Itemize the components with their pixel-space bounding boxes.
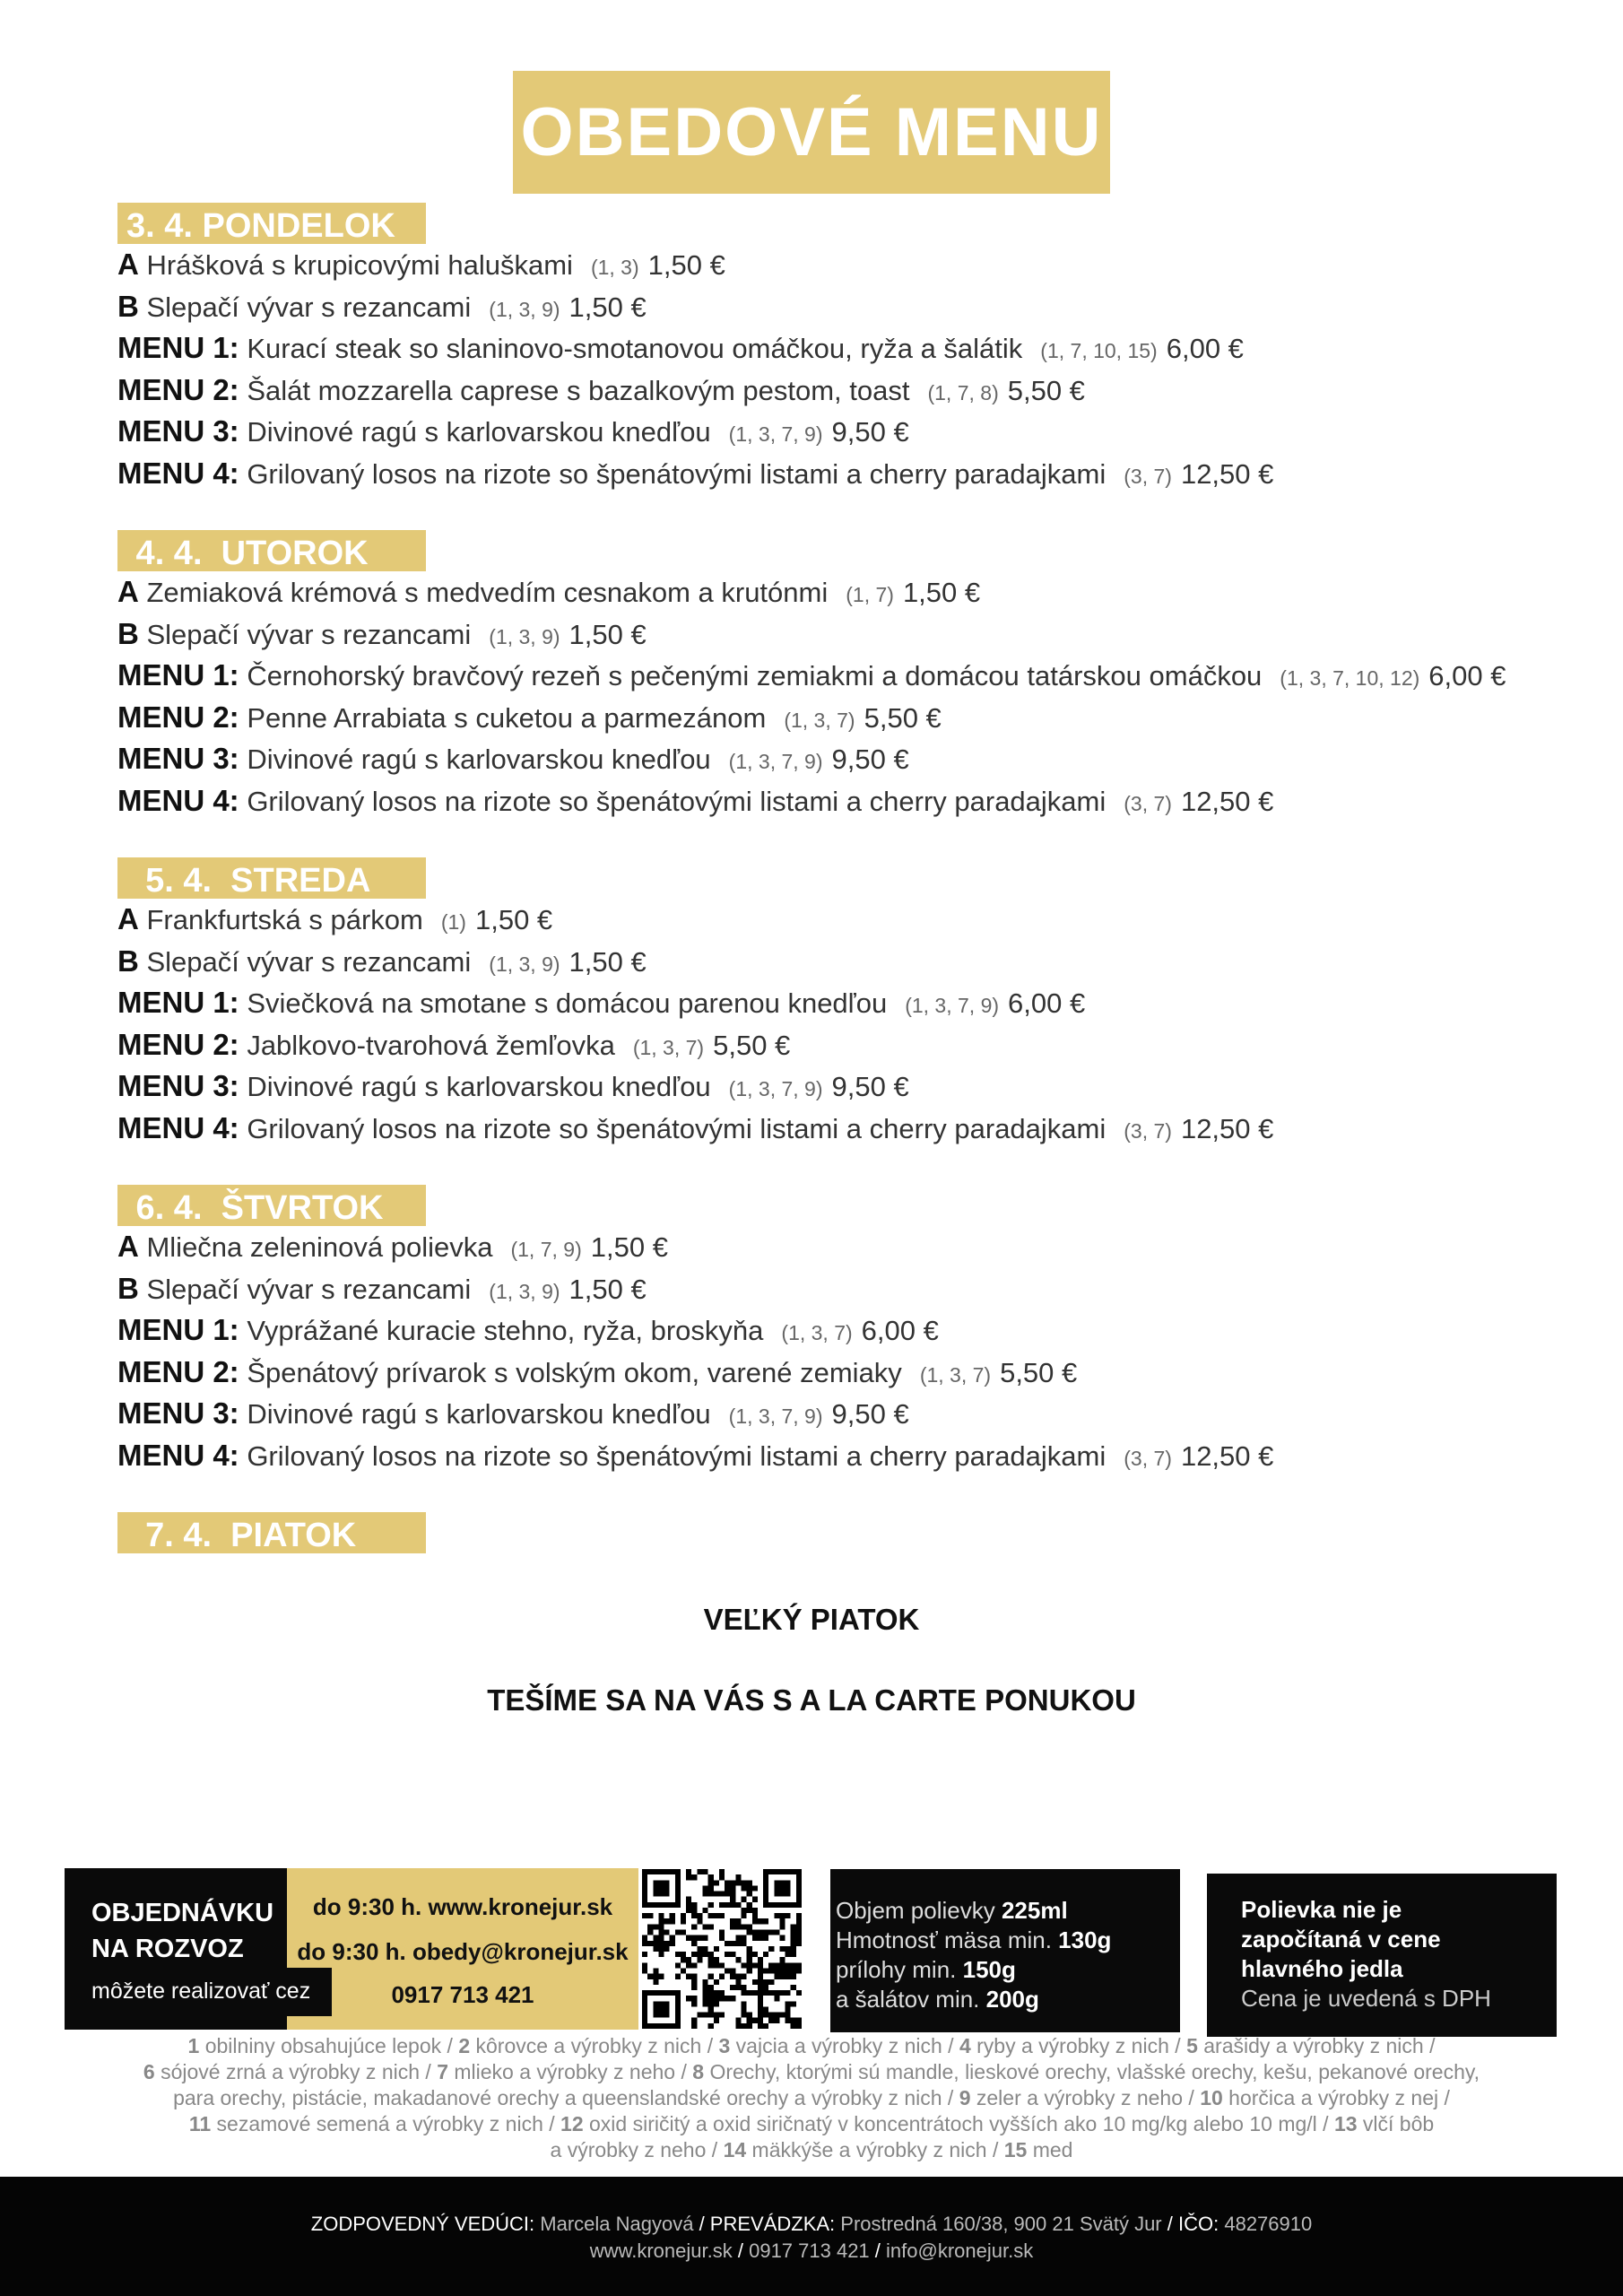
menu-item-allergens: (1, 3, 7) bbox=[784, 708, 855, 732]
menu-item-name: Divinové ragú s karlovarskou knedľou bbox=[247, 744, 711, 776]
premises-label: PREVÁDZKA: bbox=[709, 2213, 836, 2235]
allergen-number: 3 bbox=[718, 2034, 731, 2057]
menu-item-code: B bbox=[117, 944, 139, 978]
manager-label: ZODPOVEDNÝ VEDÚCI: bbox=[310, 2213, 535, 2235]
menu-item-price: 1,50 € bbox=[568, 945, 647, 978]
friday-note-alacarte: TEŠÍME SA NA VÁS S A LA CARTE PONUKOU bbox=[487, 1683, 1136, 1717]
menu-item bbox=[117, 1393, 1570, 1435]
menu-item-allergens: (3, 7) bbox=[1124, 464, 1172, 488]
allergen-text: sezamové semená a výrobky z nich / bbox=[211, 2112, 561, 2135]
menu-item-allergens: (1, 3, 9) bbox=[489, 1279, 560, 1303]
menu-item-name: Frankfurtská s párkom bbox=[146, 904, 423, 935]
footer-separator: / bbox=[1161, 2213, 1178, 2235]
order-web-link[interactable]: do 9:30 h. www.kronejur.sk bbox=[312, 1893, 613, 1920]
menu-item bbox=[117, 286, 1570, 328]
soup-volume-label: Objem polievky bbox=[836, 1897, 995, 1924]
day-label: 6. 4. ŠTVRTOK bbox=[117, 1185, 426, 1226]
menu-item-price: 12,50 € bbox=[1180, 1439, 1274, 1472]
day-section bbox=[117, 1185, 1570, 1477]
menu-item-allergens: (1, 7, 10, 15) bbox=[1040, 339, 1158, 363]
qr-code[interactable] bbox=[642, 1869, 802, 2029]
menu-item-allergens: (1, 3, 7) bbox=[632, 1035, 705, 1059]
menu-item bbox=[117, 370, 1570, 412]
menu-item bbox=[117, 411, 1570, 453]
menu-item-allergens: (1, 3, 9) bbox=[489, 297, 560, 321]
menu-item-name: Slepačí vývar s rezancami bbox=[146, 291, 472, 323]
menu-item-name: Mliečna zeleninová polievka bbox=[146, 1231, 493, 1263]
menu-item-price: 1,50 € bbox=[902, 577, 981, 608]
note-line4: Cena je uvedená s DPH bbox=[1241, 1985, 1491, 2012]
allergen-number: 13 bbox=[1333, 2112, 1358, 2135]
menu-item-code: MENU 3: bbox=[117, 1396, 239, 1431]
menu-item bbox=[117, 982, 1570, 1024]
menu-item-price: 1,50 € bbox=[568, 291, 647, 323]
menu-item-price: 1,50 € bbox=[590, 1231, 668, 1263]
menu-item-allergens: (3, 7) bbox=[1124, 1446, 1172, 1470]
menu-item-allergens: (1, 3, 7) bbox=[919, 1362, 992, 1387]
menu-item-code: MENU 1: bbox=[117, 986, 239, 1020]
footer-bar bbox=[0, 2177, 1623, 2296]
order-subtitle: môžete realizovať cez bbox=[65, 1968, 332, 2016]
menu-item-allergens: (1, 7, 9) bbox=[510, 1238, 582, 1261]
menu-item bbox=[117, 738, 1570, 780]
allergen-text: horčica a výrobky z nej / bbox=[1222, 2086, 1450, 2109]
note-line2: započítaná v cene bbox=[1241, 1926, 1441, 1952]
ico-value: 48276910 bbox=[1224, 2213, 1313, 2235]
allergen-number: 1 bbox=[187, 2034, 200, 2057]
menu-item-allergens: (1, 3) bbox=[590, 256, 639, 279]
menu-item-name: Grilovaný losos na rizote so špenátovými listami a cherry paradajkami bbox=[247, 457, 1107, 490]
menu-item-allergens: (1, 3, 7, 9) bbox=[728, 1077, 823, 1101]
meat-weight-value: 130g bbox=[1058, 1926, 1112, 1953]
menu-item-price: 1,50 € bbox=[647, 249, 725, 281]
menu-item-code: A bbox=[117, 1230, 139, 1263]
menu-item-price: 9,50 € bbox=[831, 1071, 909, 1103]
side-weight-value: 150g bbox=[962, 1956, 1016, 1983]
menu-item-allergens: (1, 3, 7, 9) bbox=[728, 422, 823, 447]
menu-item-name: Zemiaková krémová s medvedím cesnakom a krutónmi bbox=[146, 577, 829, 608]
menu-item-code: MENU 1: bbox=[117, 1313, 239, 1347]
menu-item-code: MENU 3: bbox=[117, 1069, 239, 1103]
menu-item-code: B bbox=[117, 1271, 139, 1305]
allergen-text: para orechy, pistácie, makadanové orechy a queenslandské orechy a výrobky z nich / bbox=[173, 2086, 959, 2109]
menu-item bbox=[117, 613, 1570, 656]
menu-item-name: Divinové ragú s karlovarskou knedľou bbox=[247, 1071, 711, 1103]
allergen-text: a výrobky z neho / bbox=[550, 2138, 724, 2161]
menu-item bbox=[117, 1268, 1570, 1310]
menu-item bbox=[117, 327, 1570, 370]
menu-item-price: 12,50 € bbox=[1180, 1112, 1274, 1144]
menu-item-price: 9,50 € bbox=[831, 1398, 909, 1431]
menu-item bbox=[117, 941, 1570, 983]
allergen-line bbox=[54, 2033, 1569, 2059]
menu-item-allergens: (1, 3, 7, 9) bbox=[728, 750, 823, 774]
menu-item-code: MENU 2: bbox=[117, 700, 239, 734]
menu-item bbox=[117, 1226, 1570, 1268]
menu-item-name: Kurací steak so slaninovo-smotanovou omáčkou, ryža a šalátik bbox=[247, 333, 1023, 365]
allergen-number: 15 bbox=[1003, 2138, 1028, 2161]
allergen-number: 2 bbox=[458, 2034, 471, 2057]
menu-item bbox=[117, 453, 1570, 495]
menu-item-code: MENU 1: bbox=[117, 331, 239, 365]
allergen-text: med bbox=[1027, 2138, 1073, 2161]
allergen-text: vlčí bôb bbox=[1357, 2112, 1435, 2135]
menu-item-allergens: (1, 7, 8) bbox=[927, 380, 999, 404]
allergen-text: kôrovce a výrobky z nich / bbox=[470, 2034, 719, 2057]
menu-item-name: Grilovaný losos na rizote so špenátovými listami a cherry paradajkami bbox=[247, 785, 1107, 817]
allergen-number: 10 bbox=[1200, 2086, 1223, 2109]
allergen-text: oxid siričitý a oxid siričnatý v koncentrátoch vyšších ako 10 mg/kg alebo 10 mg/l / bbox=[583, 2112, 1334, 2135]
allergen-number: 4 bbox=[959, 2034, 971, 2057]
day-section bbox=[117, 857, 1570, 1150]
menu-item bbox=[117, 655, 1570, 697]
footer-email-link[interactable]: info@kronejur.sk bbox=[886, 2239, 1034, 2262]
note-line3: hlavného jedla bbox=[1241, 1955, 1403, 1982]
menu-item bbox=[117, 1065, 1570, 1108]
allergen-text: vajcia a výrobky z nich / bbox=[730, 2034, 959, 2057]
menu-item-code: A bbox=[117, 248, 139, 281]
menu-item-code: MENU 4: bbox=[117, 1438, 239, 1472]
menu-item-code: MENU 4: bbox=[117, 783, 239, 817]
side-weight-label: prílohy min. bbox=[836, 1956, 957, 1983]
menu-item-name: Sviečková na smotane s domácou parenou knedľou bbox=[247, 987, 888, 1020]
menu-item-code: MENU 4: bbox=[117, 456, 239, 490]
menu-item-price: 5,50 € bbox=[1007, 374, 1085, 406]
menu-item-code: B bbox=[117, 616, 139, 650]
menu-item bbox=[117, 571, 1570, 613]
allergen-text: mäkkýše a výrobky z nich / bbox=[746, 2138, 1004, 2161]
day-label: 4. 4. UTOROK bbox=[117, 530, 426, 571]
menu-item-price: 12,50 € bbox=[1180, 457, 1274, 490]
premises-address: Prostredná 160/38, 900 21 Svätý Jur bbox=[840, 2213, 1162, 2235]
day-label: 7. 4. PIATOK bbox=[117, 1512, 426, 1553]
allergen-line bbox=[54, 2137, 1569, 2163]
allergen-legend bbox=[54, 2033, 1569, 2163]
footer-separator: / bbox=[869, 2239, 887, 2262]
note-line1: Polievka nie je bbox=[1241, 1896, 1402, 1923]
allergen-number: 14 bbox=[723, 2138, 747, 2161]
allergen-line bbox=[54, 2085, 1569, 2111]
menu-item-code: MENU 2: bbox=[117, 1354, 239, 1388]
menu-item-name: Slepačí vývar s rezancami bbox=[146, 618, 472, 650]
menu-item-name: Divinové ragú s karlovarskou knedľou bbox=[247, 416, 711, 448]
allergen-text: obilniny obsahujúce lepok / bbox=[199, 2034, 459, 2057]
footer-separator: / bbox=[693, 2213, 710, 2235]
menu-item-price: 9,50 € bbox=[831, 744, 909, 776]
day-label: 3. 4. PONDELOK bbox=[117, 203, 426, 244]
order-line1: OBJEDNÁVKU bbox=[91, 1899, 274, 1927]
menu-item-code: MENU 4: bbox=[117, 1110, 239, 1144]
menu-item bbox=[117, 1352, 1570, 1394]
menu-item-name: Šalát mozzarella caprese s bazalkovým pestom, toast bbox=[247, 374, 910, 406]
order-contacts-box bbox=[287, 1868, 638, 2030]
menu-item-price: 1,50 € bbox=[568, 618, 647, 650]
page-title: OBEDOVÉ MENU bbox=[520, 94, 1103, 170]
menu-item-code: MENU 3: bbox=[117, 742, 239, 776]
day-section bbox=[117, 1512, 1570, 1553]
menu-item-name: Hrášková s krupicovými haluškami bbox=[146, 249, 573, 281]
footer-web-link[interactable]: www.kronejur.sk bbox=[589, 2239, 733, 2262]
menu-item-allergens: (1) bbox=[440, 910, 466, 934]
menu-item bbox=[117, 1435, 1570, 1477]
menu-item-price: 6,00 € bbox=[1166, 333, 1244, 365]
allergen-number: 8 bbox=[692, 2060, 705, 2083]
allergen-number: 5 bbox=[1186, 2034, 1198, 2057]
day-section bbox=[117, 530, 1570, 822]
menu-item-price: 1,50 € bbox=[568, 1273, 647, 1305]
allergen-number: 11 bbox=[188, 2112, 212, 2135]
menu-item-price: 9,50 € bbox=[831, 416, 909, 448]
allergen-text: sójové zrná a výrobky z nich / bbox=[154, 2060, 438, 2083]
menu-item-price: 5,50 € bbox=[1000, 1356, 1078, 1388]
menu-item bbox=[117, 1108, 1570, 1150]
allergen-number: 12 bbox=[560, 2112, 584, 2135]
menu-item-name: Slepačí vývar s rezancami bbox=[146, 945, 472, 978]
menu-item-code: A bbox=[117, 575, 139, 608]
soup-volume-value: 225ml bbox=[1001, 1897, 1068, 1924]
menu-item-code: B bbox=[117, 289, 139, 323]
menu-item-price: 1,50 € bbox=[474, 904, 553, 935]
menu-item-name: Grilovaný losos na rizote so špenátovými listami a cherry paradajkami bbox=[247, 1112, 1107, 1144]
menu-item-name: Divinové ragú s karlovarskou knedľou bbox=[247, 1398, 711, 1431]
menu-item-price: 6,00 € bbox=[1428, 660, 1506, 692]
day-label: 5. 4. STREDA bbox=[117, 857, 426, 899]
menu-item bbox=[117, 697, 1570, 739]
menu-item-price: 6,00 € bbox=[861, 1315, 939, 1347]
menu-item-code: A bbox=[117, 902, 139, 935]
menu-item-allergens: (1, 3, 9) bbox=[489, 624, 560, 648]
menu-item-allergens: (3, 7) bbox=[1124, 1118, 1172, 1143]
order-line2: NA ROZVOZ bbox=[91, 1935, 244, 1963]
menu-item-name: Slepačí vývar s rezancami bbox=[146, 1273, 472, 1305]
menu-item-name: Grilovaný losos na rizote so špenátovými listami a cherry paradajkami bbox=[247, 1439, 1107, 1472]
menu-item-code: MENU 2: bbox=[117, 372, 239, 406]
manager-name: Marcela Nagyová bbox=[540, 2213, 694, 2235]
allergen-number: 6 bbox=[143, 2060, 155, 2083]
menu-item-allergens: (1, 3, 7, 9) bbox=[905, 994, 1000, 1018]
menu-item-name: Černohorský bravčový rezeň s pečenými zemiakmi a domácou tatárskou omáčkou bbox=[247, 660, 1263, 692]
order-email-link[interactable]: do 9:30 h. obedy@kronejur.sk bbox=[297, 1938, 629, 1965]
menu-item bbox=[117, 1309, 1570, 1352]
portion-weights-box bbox=[830, 1869, 1180, 2032]
allergen-text: arašidy a výrobky z nich / bbox=[1197, 2034, 1436, 2057]
ico-label: IČO: bbox=[1177, 2213, 1219, 2235]
menu-item bbox=[117, 780, 1570, 822]
menu-item bbox=[117, 244, 1570, 286]
allergen-text: mlieko a výrobky z neho / bbox=[447, 2060, 693, 2083]
menu-item-allergens: (1, 3, 7, 9) bbox=[728, 1405, 823, 1429]
meat-weight-label: Hmotnosť mäsa min. bbox=[836, 1926, 1052, 1953]
price-note-box bbox=[1207, 1874, 1557, 2037]
menu-item bbox=[117, 1024, 1570, 1066]
friday-note: VEĽKÝ PIATOK bbox=[703, 1603, 920, 1636]
menu-item-allergens: (1, 3, 7) bbox=[781, 1321, 853, 1345]
allergen-number: 9 bbox=[959, 2086, 971, 2109]
allergen-text: ryby a výrobky z nich / bbox=[970, 2034, 1187, 2057]
menu-item-allergens: (3, 7) bbox=[1124, 791, 1172, 815]
salad-weight-value: 200g bbox=[985, 1986, 1039, 2013]
menu-item-name: Špenátový prívarok s volským okom, varené zemiaky bbox=[247, 1356, 902, 1388]
menu-item-name: Jablkovo-tvarohová žemľovka bbox=[247, 1029, 615, 1061]
allergen-line bbox=[54, 2059, 1569, 2085]
menu-item-price: 5,50 € bbox=[713, 1029, 791, 1061]
allergen-number: 7 bbox=[437, 2060, 448, 2083]
day-section bbox=[117, 203, 1570, 495]
menu-item-price: 12,50 € bbox=[1180, 785, 1274, 817]
menu-item-name: Vyprážané kuracie stehno, ryža, broskyňa bbox=[247, 1315, 764, 1347]
menu-item-code: MENU 2: bbox=[117, 1027, 239, 1061]
order-phone[interactable]: 0917 713 421 bbox=[391, 1981, 534, 2008]
menu-item-allergens: (1, 7) bbox=[846, 583, 894, 606]
salad-weight-label: a šalátov min. bbox=[836, 1986, 980, 2013]
footer-phone[interactable]: 0917 713 421 bbox=[749, 2239, 870, 2262]
allergen-line bbox=[54, 2111, 1569, 2137]
menu-item-name: Penne Arrabiata s cuketou a parmezánom bbox=[247, 701, 767, 734]
allergen-text: zeler a výrobky z neho / bbox=[970, 2086, 1201, 2109]
allergen-text: Orechy, ktorými sú mandle, lieskové orechy, vlašské orechy, kešu, pekanové orechy, bbox=[704, 2060, 1480, 2083]
menu-item-allergens: (1, 3, 9) bbox=[489, 952, 560, 976]
menu-item-price: 6,00 € bbox=[1008, 987, 1086, 1020]
menu-item-code: MENU 3: bbox=[117, 414, 239, 448]
menu-item-code: MENU 1: bbox=[117, 658, 239, 692]
footer-separator: / bbox=[732, 2239, 750, 2262]
menu-item-allergens: (1, 3, 7, 10, 12) bbox=[1280, 666, 1420, 691]
menu-item-price: 5,50 € bbox=[864, 701, 942, 734]
menu-title-banner bbox=[513, 71, 1110, 194]
menu-item bbox=[117, 899, 1570, 941]
